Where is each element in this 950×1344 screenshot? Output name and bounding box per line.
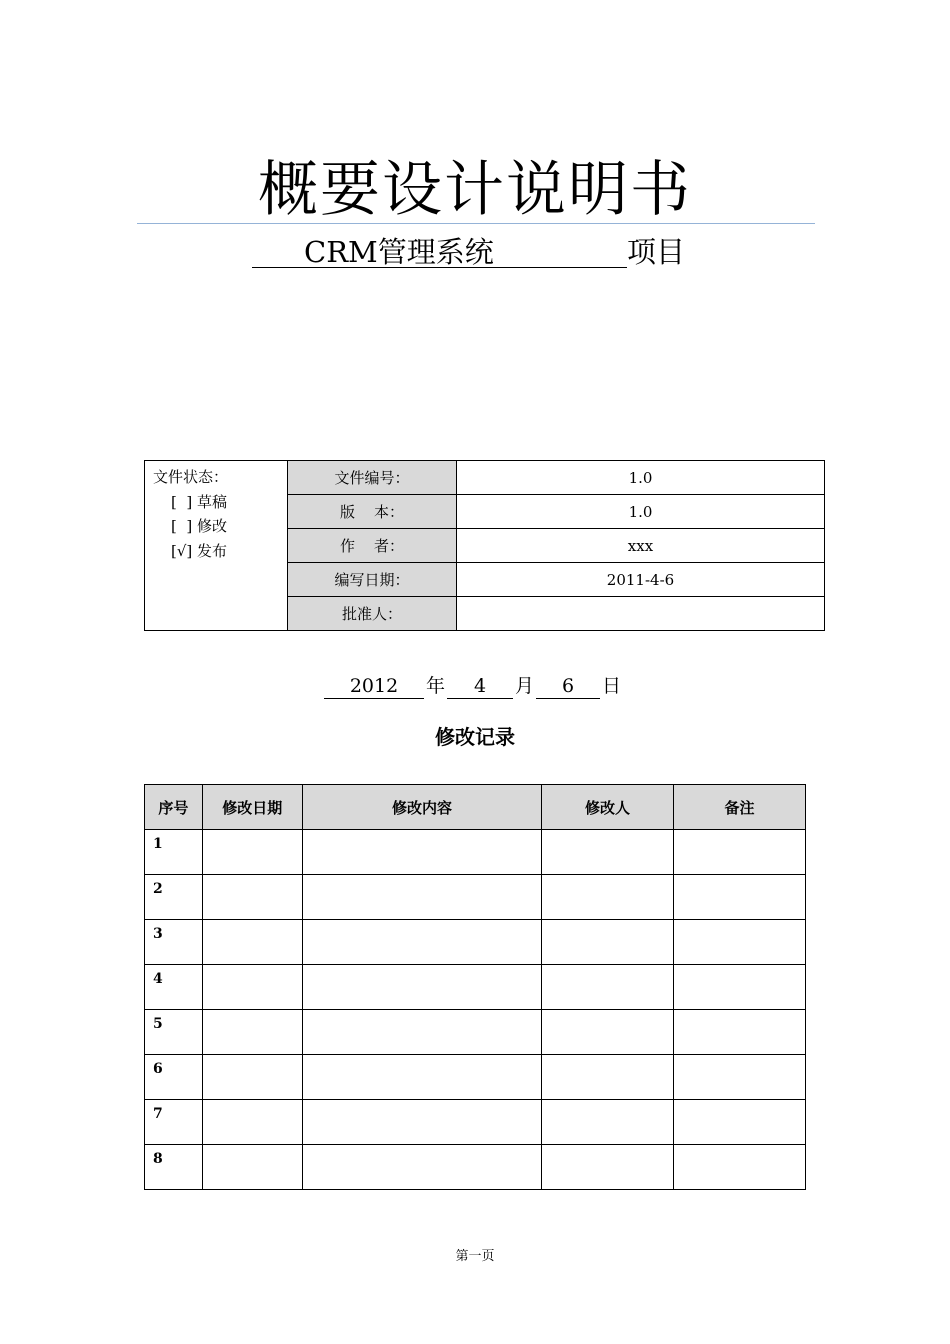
column-header-content: 修改内容 [302, 785, 541, 830]
notes-cell [673, 965, 805, 1010]
status-checkbox: [ ] [171, 492, 193, 511]
row-number: 4 [145, 965, 203, 1010]
project-name: CRM管理系统 [252, 232, 627, 268]
status-checkbox: [ ] [171, 517, 193, 535]
file-status-title: 文件状态： [153, 468, 229, 486]
info-label: 版 本： [288, 495, 457, 529]
status-option-modify [153, 514, 287, 539]
content-cell [302, 830, 541, 875]
notes-cell [673, 1145, 805, 1190]
date-year-label: 年 [426, 675, 446, 697]
status-option-label: 修改 [197, 517, 228, 535]
row-number: 2 [145, 875, 203, 920]
column-header-notes: 备注 [673, 785, 805, 830]
editor-cell [541, 1055, 673, 1100]
revision-log-body [145, 830, 806, 1190]
table-row [145, 875, 806, 920]
row-number: 8 [145, 1145, 203, 1190]
document-info-table [144, 460, 825, 631]
column-header-date: 修改日期 [202, 785, 302, 830]
info-value: 2011-4-6 [457, 563, 825, 597]
content-cell [302, 875, 541, 920]
editor-cell [541, 875, 673, 920]
editor-cell [541, 1145, 673, 1190]
editor-cell [541, 830, 673, 875]
content-cell [302, 1055, 541, 1100]
date-month-label: 月 [515, 675, 535, 697]
info-row [145, 461, 825, 495]
column-header-editor: 修改人 [541, 785, 673, 830]
row-number: 6 [145, 1055, 203, 1100]
editor-cell [541, 920, 673, 965]
info-value: 1.0 [457, 461, 825, 495]
status-option-label: 发布 [197, 541, 228, 560]
status-checkbox: [√] [171, 541, 193, 560]
project-suffix: 项目 [627, 235, 686, 269]
date-month: 4 [447, 672, 513, 699]
table-row [145, 1010, 806, 1055]
project-line [252, 232, 685, 272]
notes-cell [673, 875, 805, 920]
date-cell [202, 1100, 302, 1145]
page-footer: 第一页 [455, 1249, 495, 1264]
notes-cell [673, 830, 805, 875]
date-cell [202, 920, 302, 965]
info-value: 1.0 [457, 495, 825, 529]
date-cell [202, 875, 302, 920]
info-label: 作 者： [288, 529, 457, 563]
table-row [145, 920, 806, 965]
info-label: 编写日期： [288, 563, 457, 597]
table-row [145, 1145, 806, 1190]
info-label: 文件编号： [288, 461, 457, 495]
info-label: 批准人： [288, 597, 457, 631]
table-row [145, 965, 806, 1010]
content-cell [302, 1145, 541, 1190]
editor-cell [541, 965, 673, 1010]
date-day: 6 [536, 672, 600, 699]
status-option-publish [153, 539, 287, 564]
content-cell [302, 965, 541, 1010]
revision-log-title: 修改记录 [435, 725, 515, 749]
status-option-draft [153, 490, 287, 515]
notes-cell [673, 1100, 805, 1145]
date-cell [202, 965, 302, 1010]
date-cell [202, 1055, 302, 1100]
date-day-label: 日 [602, 675, 622, 697]
notes-cell [673, 1055, 805, 1100]
table-header-row [145, 785, 806, 830]
content-cell [302, 1010, 541, 1055]
document-date [324, 672, 623, 702]
row-number: 5 [145, 1010, 203, 1055]
row-number: 3 [145, 920, 203, 965]
file-status-cell [145, 461, 288, 631]
status-option-label: 草稿 [197, 492, 228, 511]
column-header-no: 序号 [145, 785, 203, 830]
table-row [145, 1100, 806, 1145]
row-number: 1 [145, 830, 203, 875]
notes-cell [673, 920, 805, 965]
revision-log-table [144, 784, 806, 1190]
page-title: 概要设计说明书 [258, 155, 692, 225]
date-cell [202, 830, 302, 875]
table-row [145, 830, 806, 875]
editor-cell [541, 1100, 673, 1145]
info-value [457, 597, 825, 631]
editor-cell [541, 1010, 673, 1055]
info-value: xxx [457, 529, 825, 563]
content-cell [302, 920, 541, 965]
date-cell [202, 1145, 302, 1190]
row-number: 7 [145, 1100, 203, 1145]
date-cell [202, 1010, 302, 1055]
notes-cell [673, 1010, 805, 1055]
date-year: 2012 [324, 672, 424, 699]
table-row [145, 1055, 806, 1100]
content-cell [302, 1100, 541, 1145]
title-divider [137, 223, 815, 224]
